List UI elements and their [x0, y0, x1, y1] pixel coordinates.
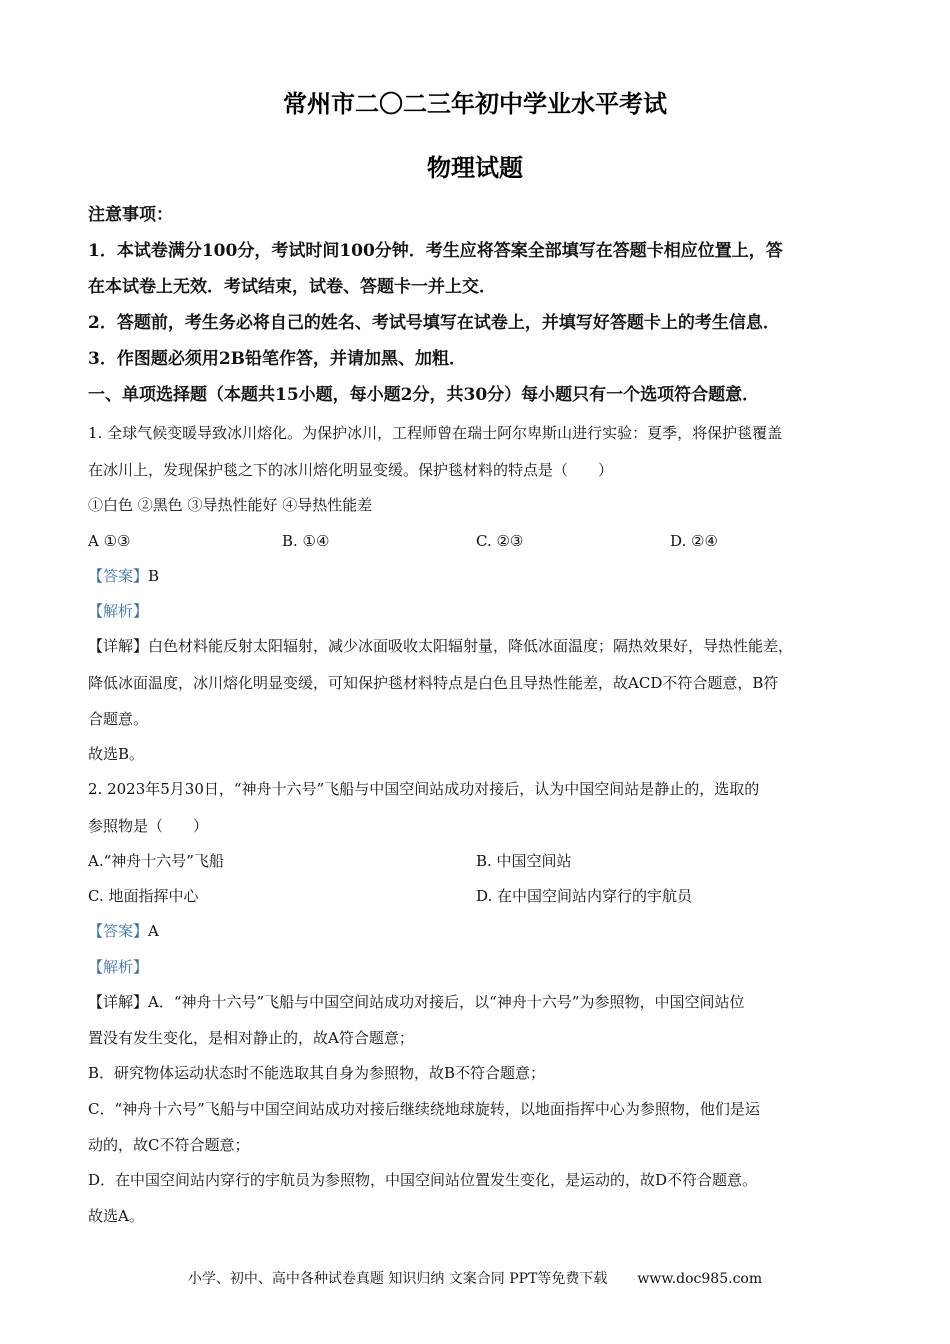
notice-heading: 注意事项： [88, 205, 173, 225]
footer-url[interactable]: www.doc985.com [637, 1271, 763, 1287]
question-1-choices: ①白色 ②黑色 ③导热性能好 ④导热性能差 [88, 496, 373, 514]
question-2-analysis-label: 【解析】 [88, 958, 149, 976]
question-2-stem: 2. 2023年5月30日，“神舟十六号”飞船与中国空间站成功对接后，认为中国空间站是静止的，选取的 [88, 780, 760, 798]
question-2-detail: 置没有发生变化，是相对静止的，故A符合题意； [88, 1029, 414, 1047]
question-2-conclusion: 故选A。 [88, 1207, 144, 1225]
answer-label: 【答案】 [88, 567, 149, 585]
question-2-option-c: C. 地面指挥中心 [88, 887, 199, 905]
question-2-detail [88, 991, 745, 1013]
question-2-detail: B．研究物体运动状态时不能选取其自身为参照物，故B不符合题意； [88, 1064, 546, 1082]
answer-value: B [148, 567, 160, 585]
question-2-option-b: B. 中国空间站 [476, 852, 572, 870]
question-1-analysis-label: 【解析】 [88, 602, 149, 620]
section-heading: 一、单项选择题（本题共15小题，每小题2分，共30分）每小题只有一个选项符合题意． [88, 385, 760, 405]
question-1-stem: 在冰川上，发现保护毯之下的冰川熔化明显变缓。保护毯材料的特点是（ ） [88, 461, 614, 479]
question-1-stem: 1. 全球气候变暖导致冰川熔化。为保护冰川，工程师曾在瑞士阿尔卑斯山进行实验：夏季，将保护毯覆盖 [88, 424, 783, 442]
answer-label: 【答案】 [88, 922, 149, 940]
question-1-detail: 合题意。 [88, 710, 149, 728]
question-1-option-b: B. ①④ [282, 532, 330, 550]
detail-label: 【详解】 [88, 637, 149, 655]
notice-item: 1．本试卷满分100分，考试时间100分钟．考生应将答案全部填写在答题卡相应位置上，答 [88, 241, 783, 261]
question-1-option-a: A ①③ [88, 532, 131, 550]
question-2-option-d: D. 在中国空间站内穿行的宇航员 [476, 887, 693, 905]
notice-item: 在本试卷上无效．考试结束，试卷、答题卡一并上交． [88, 277, 496, 297]
footer-text: 小学、初中、高中各种试卷真题 知识归纳 文案合同 PPT等免费下载 [187, 1271, 608, 1287]
detail-text: A．“神舟十六号”飞船与中国空间站成功对接后，以“神舟十六号”为参照物，中国空间站位 [148, 993, 745, 1011]
question-1-conclusion: 故选B。 [88, 745, 145, 763]
question-2-detail: D．在中国空间站内穿行的宇航员为参照物，中国空间站位置发生变化，是运动的，故D不符合题意。 [88, 1171, 758, 1189]
notice-item: 2．答题前，考生务必将自己的姓名、考试号填写在试卷上，并填写好答题卡上的考生信息． [88, 313, 780, 333]
question-1-detail: 降低冰面温度，冰川熔化明显变缓，可知保护毯材料特点是白色且导热性能差，故ACD不符合题意，B符 [88, 674, 779, 692]
page-footer [0, 1268, 950, 1288]
exam-subtitle: 物理试题 [427, 154, 523, 182]
question-1-option-d: D. ②④ [670, 532, 718, 550]
question-1-detail [88, 635, 793, 657]
answer-value: A [148, 922, 159, 940]
detail-label: 【详解】 [88, 993, 149, 1011]
question-2-stem: 参照物是（ ） [88, 817, 209, 835]
question-2-detail: 动的，故C不符合题意； [88, 1136, 250, 1154]
question-1-option-c: C. ②③ [476, 532, 524, 550]
detail-text: 白色材料能反射太阳辐射，减少冰面吸收太阳辐射量，降低冰面温度；隔热效果好，导热性能差， [148, 637, 794, 655]
notice-item: 3．作图题必须用2B铅笔作答，并请加黑、加粗． [88, 349, 467, 369]
question-1-answer [88, 565, 159, 587]
exam-title: 常州市二〇二三年初中学业水平考试 [283, 90, 667, 118]
question-2-detail: C．“神舟十六号”飞船与中国空间站成功对接后继续绕地球旋转，以地面指挥中心为参照物，他们是运 [88, 1100, 760, 1118]
question-2-answer [88, 920, 159, 942]
question-2-option-a: A.“神舟十六号”飞船 [88, 852, 224, 870]
